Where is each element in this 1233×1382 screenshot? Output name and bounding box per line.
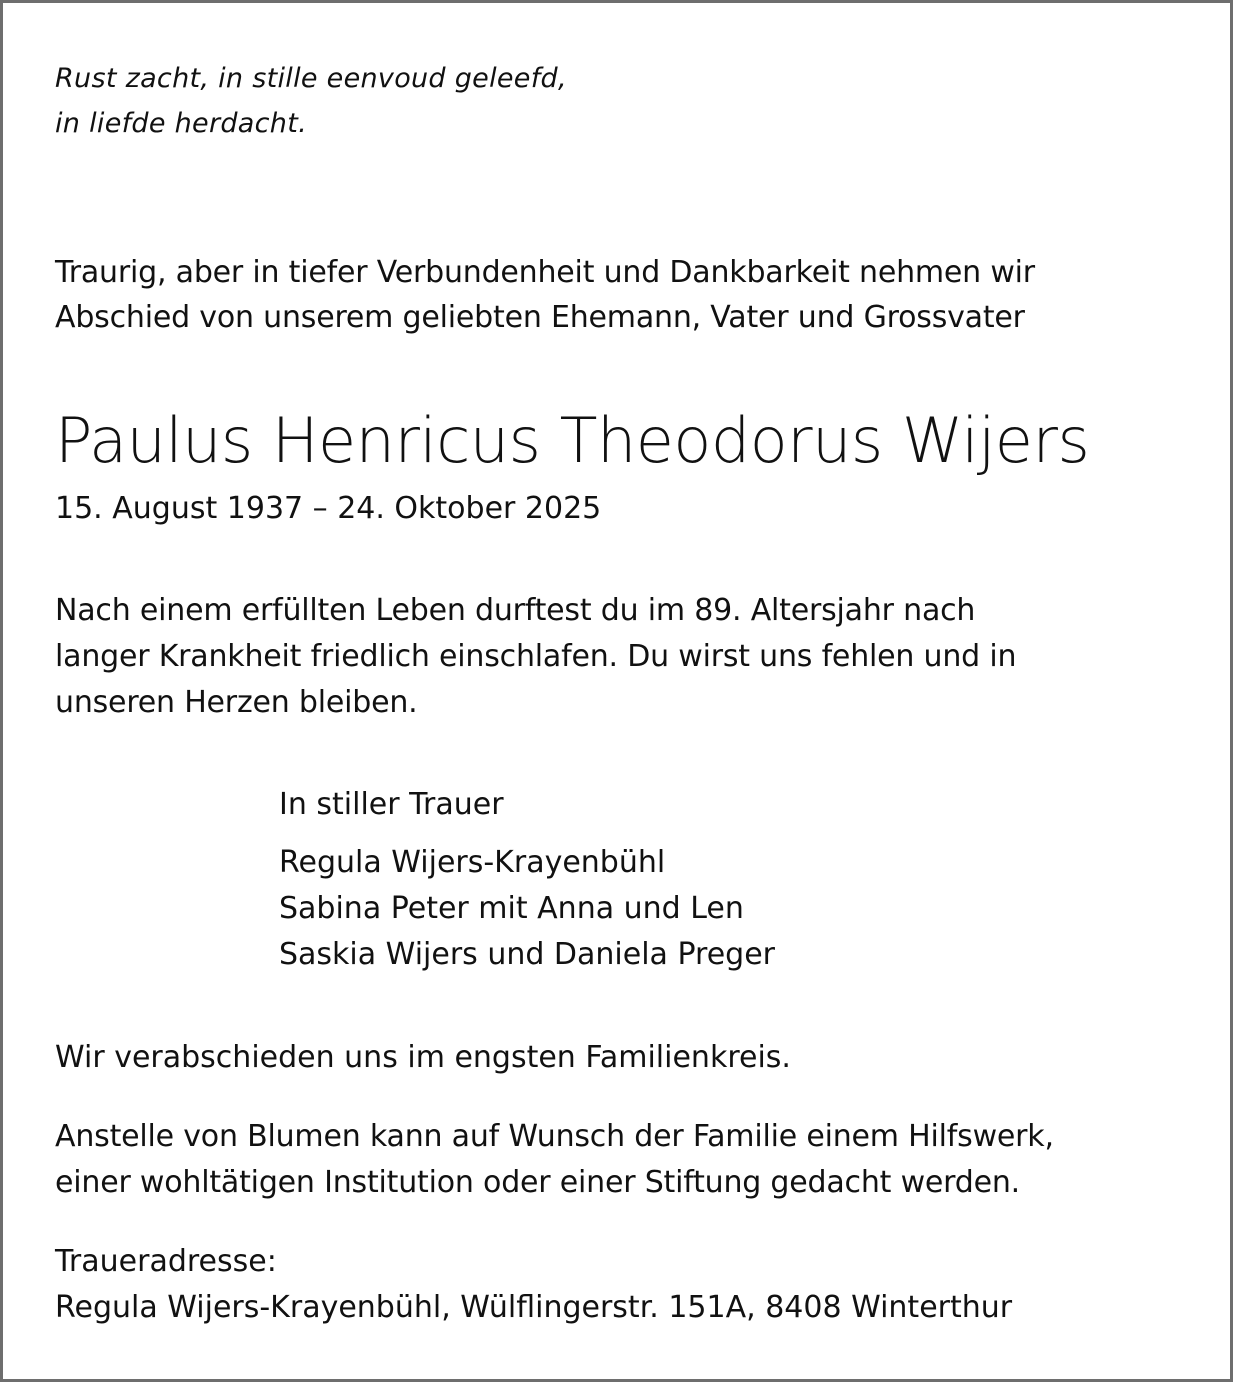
motto-line-2: in liefde herdacht.	[55, 108, 307, 139]
donation-line-2: einer wohltätigen Institution oder einer Stiftung gedacht werden.	[55, 1165, 1021, 1200]
memorial-message	[55, 588, 1016, 726]
message-line-3: unseren Herzen bleiben.	[55, 685, 418, 720]
message-line-2: langer Krankheit friedlich einschlafen. Du wirst uns fehlen und in	[55, 639, 1017, 674]
mourner-name: Regula Wijers-Krayenbühl	[279, 845, 666, 880]
donation-line-1: Anstelle von Blumen kann auf Wunsch der Familie einem Hilfswerk,	[55, 1119, 1054, 1154]
address-label: Traueradresse:	[55, 1244, 277, 1279]
motto-verse	[55, 56, 567, 146]
intro-line-1: Traurig, aber in tiefer Verbundenheit und Dankbarkeit nehmen wir	[55, 255, 1035, 290]
intro-line-2: Abschied von unserem geliebten Ehemann, Vater und Grossvater	[55, 300, 1025, 335]
mourners-list	[279, 782, 775, 978]
intro-text	[55, 250, 1035, 340]
deceased-name: Paulus Henricus Theodorus Wijers	[55, 404, 1090, 477]
donation-notice	[55, 1114, 1054, 1206]
address-value: Regula Wijers-Krayenbühl, Wülflingerstr. 151A, 8408 Winterthur	[55, 1290, 1013, 1325]
life-dates: 15. August 1937 – 24. Oktober 2025	[55, 491, 602, 526]
mourning-address	[55, 1239, 1012, 1331]
mourner-name: Saskia Wijers und Daniela Preger	[279, 937, 775, 972]
message-line-1: Nach einem erfüllten Leben durftest du im 89. Altersjahr nach	[55, 593, 976, 628]
farewell-notice: Wir verabschieden uns im engsten Familienkreis.	[55, 1040, 791, 1075]
mourner-name: Sabina Peter mit Anna und Len	[279, 891, 744, 926]
motto-line-1: Rust zacht, in stille eenvoud geleefd,	[55, 63, 567, 94]
mourners-heading: In stiller Trauer	[279, 787, 504, 822]
